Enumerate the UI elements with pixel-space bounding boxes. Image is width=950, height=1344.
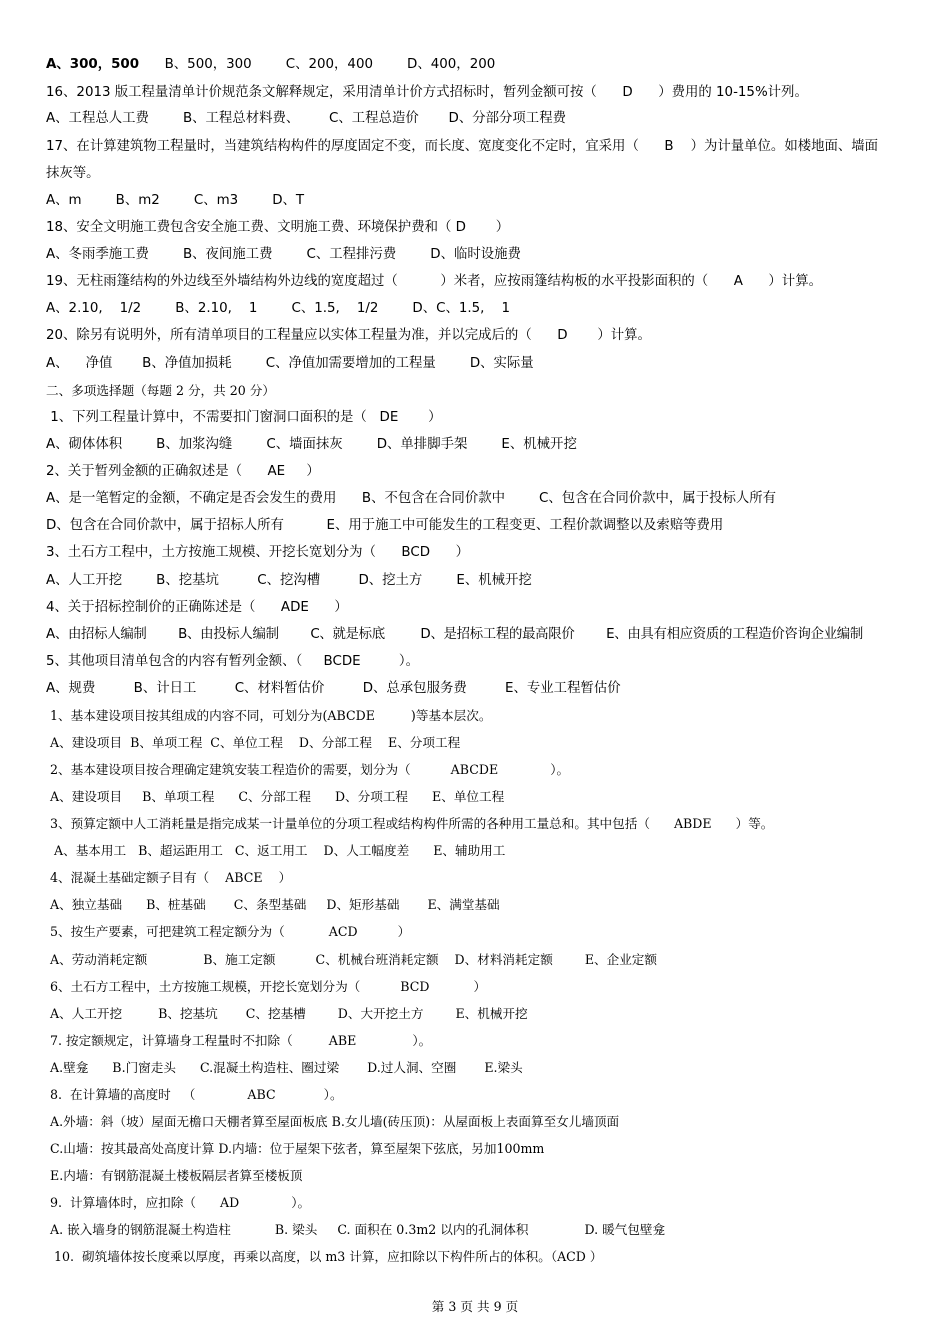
- text-line: A、m B、m2 C、m3 D、T: [46, 193, 305, 208]
- text-line: A. 嵌入墙身的钢筋混凝土构造柱 B. 梁头 C. 面积在 0.3m2 以内的孔洞体积 D. 暖气包壁龛: [46, 1222, 666, 1237]
- text-line: 3、预算定额中人工消耗量是指完成某一计量单位的分项工程或结构构件所需的各种用工量总和。其中包括（ ABDE ）等。: [46, 816, 774, 831]
- text-line: A、 净值 B、净值加损耗 C、净值加需要增加的工程量 D、实际量: [46, 356, 534, 371]
- answer-emphasis: A、300，500: [46, 57, 140, 72]
- text-line: A、300，500 B、500，300 C、200，400 D、400，200: [46, 57, 496, 72]
- text-line: A、人工开挖 B、挖基坑 C、挖沟槽 D、挖土方 E、机械开挖: [46, 573, 532, 588]
- text-line: 抹灰等。: [46, 166, 100, 181]
- text-line: 5、其他项目清单包含的内容有暂列金额、（ BCDE ）。: [46, 654, 419, 669]
- text-line: 1、下列工程量计算中，不需要扣门窗洞口面积的是（ DE ）: [46, 410, 442, 425]
- text-line: 16、2013 版工程量清单计价规范条文解释规定，采用清单计价方式招标时，暂列金额可按（ D ）费用的 10-15%计列。: [46, 85, 808, 100]
- text-line: 17、在计算建筑物工程量时，当建筑结构构件的厚度固定不变，而长度、宽度变化不定时，宜采用（ B ）为计量单位。如楼地面、墙面: [46, 139, 879, 154]
- text-line: A、2.10, 1/2 B、2.10, 1 C、1.5, 1/2 D、C、1.5, 1: [46, 301, 510, 316]
- text-line: A、由招标人编制 B、由投标人编制 C、就是标底 D、是招标工程的最高限价 E、由具有相应资质的工程造价咨询企业编制: [46, 627, 863, 642]
- text-line: 3、土石方工程中，土方按施工规模、开挖长宽划分为（ BCD ）: [46, 545, 469, 560]
- text-line: C.山墙：按其最高处高度计算 D.内墙：位于屋架下弦者，算至屋架下弦底，另加100mm: [46, 1141, 545, 1156]
- text-line: 5、按生产要素，可把建筑工程定额分为（ ACD ）: [46, 924, 411, 939]
- text-line: A、是一笔暂定的金额，不确定是否会发生的费用 B、不包含在合同价款中 C、包含在合同价款中，属于投标人所有: [46, 491, 777, 506]
- text-line: A.外墙：斜（坡）屋面无檐口天棚者算至屋面板底 B.女儿墙(砖压顶)：从屋面板上表面算至女儿墙顶面: [46, 1114, 620, 1129]
- text-line: 18、安全文明施工费包含安全施工费、文明施工费、环境保护费和（ D ）: [46, 220, 510, 235]
- text-line: A、建设项目 B、单项工程 C、单位工程 D、分部工程 E、分项工程: [46, 735, 461, 750]
- text-line: A、劳动消耗定额 B、施工定额 C、机械台班消耗定额 D、材料消耗定额 E、企业定额: [46, 952, 657, 967]
- text-line: 20、除另有说明外，所有清单项目的工程量应以实体工程量为准，并以完成后的（ D ）计算。: [46, 328, 651, 343]
- text-line: 6、土石方工程中，土方按施工规模，开挖长宽划分为（ BCD ）: [46, 979, 487, 994]
- text-line: A、砌体体积 B、加浆沟缝 C、墙面抹灰 D、单排脚手架 E、机械开挖: [46, 437, 577, 452]
- text-line: D、包含在合同价款中，属于招标人所有 E、用于施工中可能发生的工程变更、工程价款调整以及索赔等费用: [46, 518, 724, 533]
- text-line: A、基本用工 B、超运距用工 C、返工用工 D、人工幅度差 E、辅助用工: [46, 843, 506, 858]
- text-line: 7. 按定额规定，计算墙身工程量时不扣除（ ABE ）。: [46, 1033, 432, 1048]
- text-line: 2、关于暂列金额的正确叙述是（ AE ）: [46, 464, 320, 479]
- text-line: 4、关于招标控制价的正确陈述是（ ADE ）: [46, 600, 348, 615]
- text-line: A、独立基础 B、桩基础 C、条型基础 D、矩形基础 E、满堂基础: [46, 897, 500, 912]
- text-line: 1、基本建设项目按其组成的内容不同，可划分为(ABCDE )等基本层次。: [46, 708, 492, 723]
- text-line: A、规费 B、计日工 C、材料暂估价 D、总承包服务费 E、专业工程暂估价: [46, 681, 621, 696]
- page-footer: 第 3 页 共 9 页: [431, 1299, 519, 1314]
- text-line: A、人工开挖 B、挖基坑 C、挖基槽 D、大开挖土方 E、机械开挖: [46, 1006, 528, 1021]
- text-line: A、工程总人工费 B、工程总材料费、 C、工程总造价 D、分部分项工程费: [46, 111, 566, 126]
- text-line: A、建设项目 B、单项工程 C、分部工程 D、分项工程 E、单位工程: [46, 789, 505, 804]
- text-line: E.内墙：有钢筋混凝土楼板隔层者算至楼板顶: [46, 1168, 303, 1183]
- text-line: A.壁龛 B.门窗走头 C.混凝土构造柱、圈过梁 D.过人洞、空圈 E.梁头: [46, 1060, 523, 1075]
- text-line: A、冬雨季施工费 B、夜间施工费 C、工程排污费 D、临时设施费: [46, 247, 521, 262]
- text-line: 19、无柱雨篷结构的外边线至外墙结构外边线的宽度超过（ ）米者，应按雨篷结构板的水平投影面积的（ A ）计算。: [46, 274, 822, 289]
- text-line: 二、多项选择题（每题 2 分，共 20 分）: [46, 383, 275, 398]
- text-line: 9. 计算墙体时，应扣除（ AD ）。: [46, 1195, 311, 1210]
- text-line: 8. 在计算墙的高度时 （ ABC ）。: [46, 1087, 343, 1102]
- text-line: 4、混凝土基础定额子目有（ ABCE ）: [46, 870, 292, 885]
- text-line: 2、基本建设项目按合理确定建筑安装工程造价的需要，划分为（ ABCDE ）。: [46, 762, 570, 777]
- text-line: 10. 砌筑墙体按长度乘以厚度，再乘以高度，以 m3 计算，应扣除以下构件所占的体积。（ACD ）: [46, 1249, 603, 1264]
